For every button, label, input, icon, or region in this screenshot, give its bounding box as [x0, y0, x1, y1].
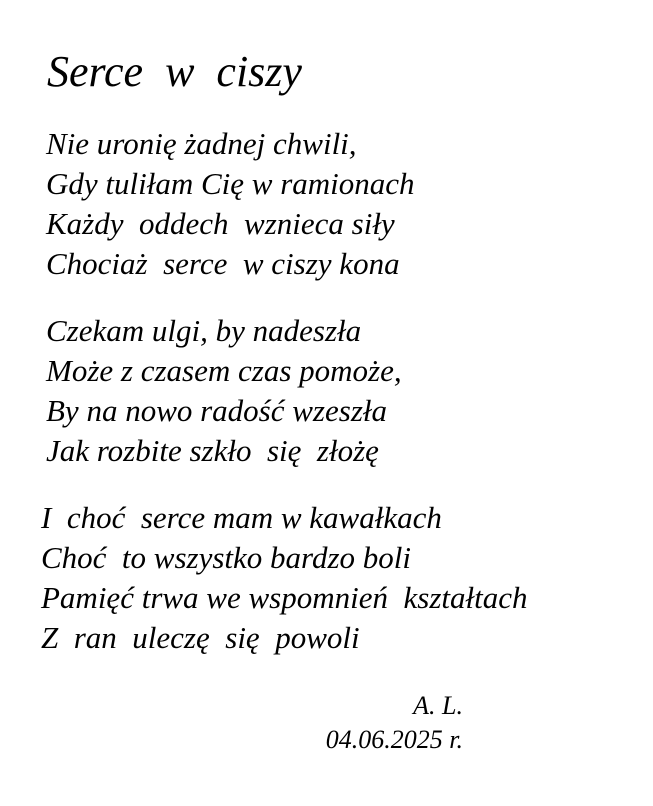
verse-line: Jak rozbite szkło się złożę	[46, 433, 379, 468]
verse-line: I choć serce mam w kawałkach	[41, 500, 442, 535]
verse-line: Czekam ulgi, by nadeszła	[46, 313, 362, 348]
verse-line: Pamięć trwa we wspomnień kształtach	[41, 580, 528, 615]
verse-line: Z ran uleczę się powoli	[41, 620, 360, 655]
signature-block	[326, 689, 463, 757]
verse-line: Nie uronię żadnej chwili,	[46, 126, 357, 161]
verse-line: Każdy oddech wznieca siły	[46, 206, 395, 241]
verse-line: Choć to wszystko bardzo boli	[41, 540, 412, 575]
verse-line: Chociaż serce w ciszy kona	[46, 246, 400, 281]
stanza-2	[46, 311, 402, 471]
verse-line: Gdy tuliłam Cię w ramionach	[46, 166, 415, 201]
poem-title: Serce w ciszy	[47, 47, 302, 96]
verse-line: By na nowo radość wzeszła	[46, 393, 387, 428]
stanza-1	[46, 124, 415, 284]
author-initials: A. L.	[413, 691, 463, 720]
poem-date: 04.06.2025 r.	[325, 725, 463, 754]
stanza-3	[41, 498, 527, 658]
verse-line: Może z czasem czas pomoże,	[46, 353, 402, 388]
